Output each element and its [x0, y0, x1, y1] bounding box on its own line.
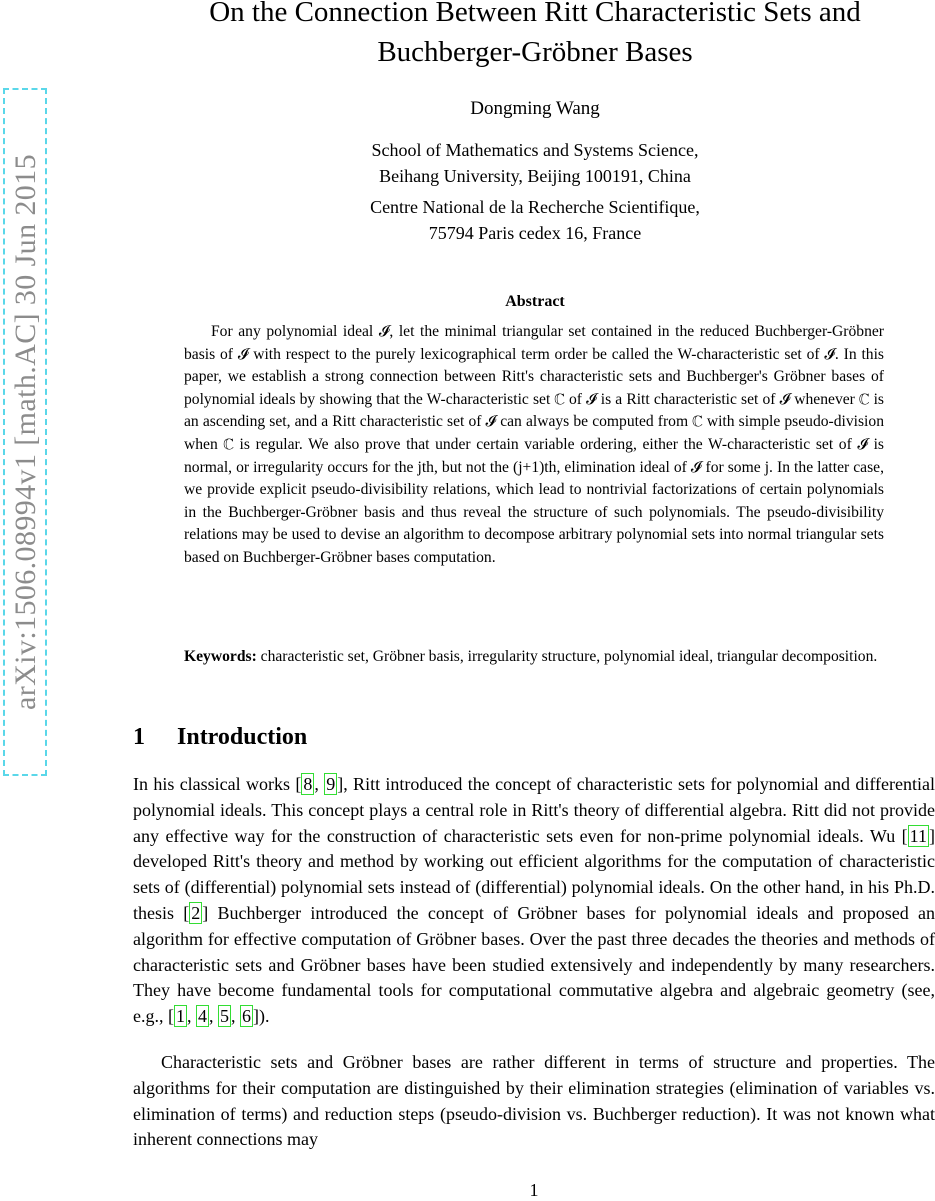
arxiv-stamp[interactable]: [0, 88, 52, 778]
section-number: 1: [133, 724, 145, 750]
citation-link[interactable]: [218, 1005, 231, 1027]
citation-11[interactable]: 11: [909, 825, 927, 846]
citation-4[interactable]: 4: [197, 1006, 207, 1027]
title-line-2: Buchberger-Gröbner Bases: [377, 36, 693, 68]
citation-9[interactable]: 9: [326, 774, 336, 794]
intro-text: ] developed Ritt's theory and method by working out efficient algorithms for the computation of characteristic sets of (differential) polynomial sets instead of (differential) polynomial ideals. On the other hand, in his Ph.D. thesis [: [133, 825, 935, 923]
intro-text: ]).: [252, 1006, 270, 1027]
page-number: 1: [529, 1180, 539, 1200]
affiliation-1-line-2: Beihang University, Beijing 100191, China: [379, 166, 691, 186]
intro-text: ,: [314, 774, 325, 794]
citation-6[interactable]: 6: [241, 1006, 251, 1027]
citation-link[interactable]: [908, 825, 929, 847]
citation-link[interactable]: [174, 1005, 187, 1027]
keywords: [184, 646, 884, 669]
affiliation-2: [140, 194, 930, 246]
title-line-1: On the Connection Between Ritt Characteristic Sets and: [209, 0, 861, 28]
citation-link[interactable]: [240, 1005, 253, 1027]
intro-paragraph-2: Characteristic sets and Gröbner bases are rather different in terms of structure and properties. The algorithms for their computation are distinguished by their elimination strategies (elimination of variables vs. elimination of terms) and reduction steps (pseudo-division vs. Buchberger reduction). It was not known what inherent connections may: [133, 1052, 935, 1150]
paper-title: [140, 0, 930, 72]
citation-link[interactable]: [196, 1005, 209, 1027]
intro-text: ,: [230, 1006, 240, 1027]
citation-link[interactable]: [301, 773, 314, 795]
intro-text: ,: [186, 1006, 196, 1027]
affiliation-2-line-2: 75794 Paris cedex 16, France: [428, 223, 642, 243]
intro-text: In his classical works [: [133, 774, 302, 794]
section-title: Introduction: [177, 724, 308, 750]
affiliation-1-line-1: School of Mathematics and Systems Science,: [371, 140, 699, 160]
citation-1[interactable]: 1: [175, 1006, 185, 1027]
citation-5[interactable]: 5: [219, 1006, 229, 1027]
citation-link[interactable]: [324, 773, 337, 795]
keywords-label: Keywords:: [184, 648, 257, 665]
intro-text: ], Ritt introduced the concept of characteristic sets for polynomial and differential polynomial ideals. This concept plays a central role in Ritt's theory of differential algebra. Ritt did not provide any effective way for the construction of characteristic sets even for non-prime polynomial ideals. Wu [: [133, 774, 935, 846]
citation-8[interactable]: 8: [303, 774, 313, 794]
intro-text: ,: [208, 1006, 218, 1027]
affiliation-1: [140, 137, 930, 189]
abstract-text: For any polynomial ideal 𝓘, let the minimal triangular set contained in the reduced Buchberger-Gröbner basis of 𝓘 with respect to the purely lexicographical term order be called the W-characteristic set of 𝓘. In this paper, we establish a strong connection between Ritt's characteristic sets and Buchberger's Gröbner bases of polynomial ideals by showing that the W-characteristic set ℂ of 𝓘 is a Ritt characteristic set of 𝓘 whenever ℂ is an ascending set, and a Ritt characteristic set of 𝓘 can always be computed from ℂ with simple pseudo-division when ℂ is regular. We also prove that under certain variable ordering, either the W-characteristic set of 𝓘 is normal, or irregularity occurs for the jth, but not the (j+1)th, elimination ideal of 𝓘 for some j. In the latter case, we provide explicit pseudo-divisibility relations, which lead to nontrivial factorizations of certain polynomials in the Buchberger-Gröbner basis and thus reveal the structure of such polynomials. The pseudo-divisibility relations may be used to devise an algorithm to decompose arbitrary polynomial sets into normal triangular sets based on Buchberger-Gröbner bases computation.: [184, 323, 884, 566]
citation-2[interactable]: 2: [191, 902, 201, 923]
section-heading: [133, 724, 307, 751]
abstract-heading: Abstract: [505, 293, 565, 310]
citation-link[interactable]: [189, 902, 202, 924]
keywords-text: characteristic set, Gröbner basis, irregularity structure, polynomial ideal, triangular decomposition.: [260, 648, 878, 665]
arxiv-stamp-text[interactable]: arXiv:1506.08994v1 [math.AC] 30 Jun 2015: [9, 154, 42, 710]
intro-paragraph-1: [133, 772, 935, 1030]
author-name: Dongming Wang: [470, 98, 600, 119]
affiliation-2-line-1: Centre National de la Recherche Scientifique,: [370, 197, 700, 217]
intro-text: ] Buchberger introduced the concept of Gröbner bases for polynomial ideals and proposed an algorithm for effective computation of Gröbner bases. Over the past three decades the theories and methods of characteristic sets and Gröbner bases have been studied extensively and independently by many researchers. They have become fundamental tools for computational commutative algebra and algebraic geometry (see, e.g., [: [133, 902, 935, 1027]
